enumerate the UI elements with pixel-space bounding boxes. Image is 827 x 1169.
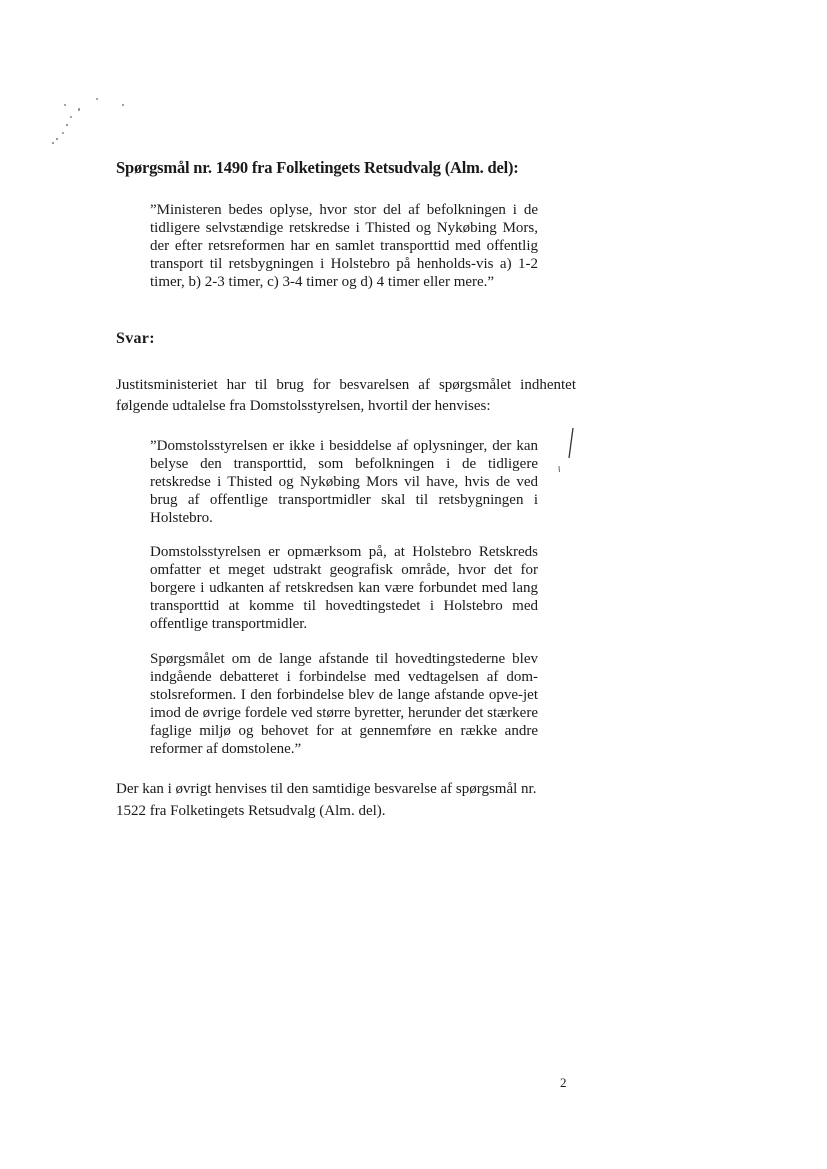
statement-paragraph-1: [150, 437, 538, 527]
page-number: 2: [560, 1075, 567, 1090]
statement-paragraph-2: [150, 543, 538, 633]
statement-text: Spørgsmålet om de lange afstande til hovedtingstederne blev indgående debatteret i forbindelse med vedtagelsen af dom-stolsreformen. I den forbindelse blev de lange afstande opve-jet imod de øvrige fordele ved større byretter, herunder det stærkere faglige miljø og behovet for at gennemføre en række andre reformer af domstolene.”: [150, 651, 538, 757]
statement-paragraph-3: [150, 650, 538, 758]
question-heading: Spørgsmål nr. 1490 fra Folketingets Retsudvalg (Alm. del):: [116, 158, 519, 177]
handwritten-margin-mark: [556, 426, 576, 476]
answer-label: Svar:: [116, 330, 155, 347]
answer-intro: Justitsministeriet har til brug for besvarelsen af spørgsmålet indhentet følgende udtalelse fra Domstolsstyrelsen, hvortil der henvises:: [116, 377, 576, 414]
scan-noise-specks: [40, 90, 140, 160]
question-text: ”Ministeren bedes oplyse, hvor stor del af befolkningen i de tidligere selvstændige retskredse i Thisted og Nykøbing Mors, der efter retsreformen har en samlet transporttid med offentlig transport til retsbygningen i Holstebro på henholds-vis a) 1-2 timer, b) 2-3 timer, c) 3-4 timer og d) 4 timer eller mere.”: [150, 202, 538, 290]
statement-text: Domstolsstyrelsen er opmærksom på, at Holstebro Retskreds omfatter et meget udstrakt geografisk område, hvor det for borgere i udkanten af retskredsen kan være forbundet med lang transporttid at komme til hovedtingstedet i Holstebro med offentlige transportmidler.: [150, 544, 538, 632]
statement-text: ”Domstolsstyrelsen er ikke i besiddelse af oplysninger, der kan belyse den transporttid, som befolkningen i de tidligere retskredse i Thisted og Nykøbing Mors vil have, hvis de ved brug af offentlige transportmidler skal til retsbygningen i Holstebro.: [150, 438, 538, 526]
question-quote: [150, 201, 538, 291]
closing-paragraph: Der kan i øvrigt henvises til den samtidige besvarelse af spørgsmål nr. 1522 fra Folketingets Retsudvalg (Alm. del).: [116, 781, 537, 819]
